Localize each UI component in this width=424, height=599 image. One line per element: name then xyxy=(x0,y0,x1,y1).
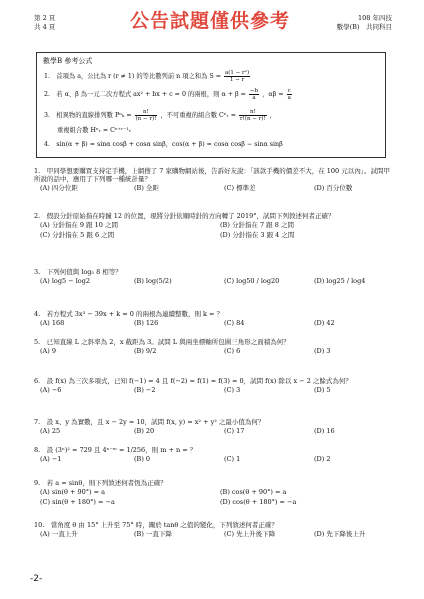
option-c[interactable]: (C) 先上升後下降 xyxy=(224,530,276,538)
subject-label: 數學(B) 共同科目 xyxy=(336,23,392,31)
question-5 xyxy=(34,338,394,361)
formula-2-mid: ，αβ = xyxy=(262,91,284,98)
option-d[interactable]: (D) 42 xyxy=(314,319,335,327)
question-8 xyxy=(34,446,394,464)
option-d[interactable]: (D) 先下降後上升 xyxy=(314,530,366,538)
fraction-numerator: −b xyxy=(249,88,259,94)
formula-vieta xyxy=(44,88,293,101)
option-d[interactable]: (D) 2 xyxy=(314,455,331,463)
question-4 xyxy=(34,310,394,328)
option-c[interactable]: (C) 標準差 xyxy=(224,184,256,192)
option-a[interactable]: (A) log5 − log2 xyxy=(40,277,90,285)
option-b[interactable]: (B) 0 xyxy=(134,455,151,463)
option-d[interactable]: (D) 16 xyxy=(314,427,335,435)
option-d[interactable]: (D) cos(θ + 180°) = −a xyxy=(220,498,297,506)
formula-3-fraction-perm xyxy=(135,109,158,122)
formula-2-fraction-sum xyxy=(249,88,259,101)
formula-permutation xyxy=(44,109,276,122)
option-b[interactable]: (B) 全距 xyxy=(134,184,159,192)
question-stem: 4. 若方程式 3x³ − 39x + k = 0 的兩根為連續整數，則 k = ？ xyxy=(34,310,224,318)
question-7 xyxy=(34,418,394,436)
option-a[interactable]: (A) 168 xyxy=(40,319,65,327)
formula-trig-addition: 4. sin(α + β) = sinα cosβ + cosα sinβ，cos(α + β) = cosα cosβ − sinα sinβ xyxy=(44,141,283,148)
option-c[interactable]: (C) 3 xyxy=(224,386,241,394)
formula-3-mid: ，不可重複的組合數 Cⁿᵣ = xyxy=(160,112,237,119)
formula-3-text: 3. 相異物的直線排列數 Pⁿₖ = xyxy=(44,112,132,119)
option-c[interactable]: (C) 17 xyxy=(224,427,245,435)
option-b[interactable]: (B) log(5/2) xyxy=(134,277,172,285)
formula-box-title: 數學B 參考公式 xyxy=(43,57,93,65)
option-b[interactable]: (B) −2 xyxy=(134,386,156,394)
option-b[interactable]: (B) 一直下降 xyxy=(134,530,172,538)
question-2 xyxy=(34,212,394,240)
question-9 xyxy=(34,479,394,507)
option-c[interactable]: (C) log50 / log20 xyxy=(224,277,280,285)
option-d[interactable]: (D) 5 xyxy=(314,386,331,394)
formula-1-text: 1. 首項為 a，公比為 r (r ≠ 1) 的等比數列前 n 項之和為 S = xyxy=(44,73,221,80)
formula-3-tail: ， xyxy=(269,112,276,119)
option-b[interactable]: (B) 20 xyxy=(134,427,155,435)
question-stem: 1. 甲同學想要購買支持定手機，上網搜了 7 家購物網站後，告訴好友說：「該款手機的價差不大，在 100 元以內」。試問甲所說的話中，應用了下列哪一種統計量？ xyxy=(34,167,391,183)
question-stem: 7. 設 x、y 為實數，且 x − 2y = 10，試問 f(x, y) = x² + y² 之最小值為何？ xyxy=(34,418,265,426)
total-pages-label: 共 4 頁 xyxy=(34,23,56,31)
question-10 xyxy=(34,521,394,539)
option-a[interactable]: (A) 9 xyxy=(40,347,56,355)
question-stem: 2. 假設分針原始指在時鐘 12 的位置，現將分針依順時針的方向轉了 2019°，試問下列敘述何者正確？ xyxy=(34,212,335,220)
option-c[interactable]: (C) 1 xyxy=(224,455,241,463)
formula-2-fraction-product xyxy=(287,88,292,101)
option-d[interactable]: (D) 百分位數 xyxy=(314,184,353,192)
option-d[interactable]: (D) 分針指在 3 跟 4 之間 xyxy=(220,231,295,239)
question-6 xyxy=(34,377,394,395)
option-b[interactable]: (B) 126 xyxy=(134,319,159,327)
formula-3-fraction-comb xyxy=(239,109,267,122)
fraction-denominator: a xyxy=(252,95,256,101)
question-stem: 6. 設 f(x) 為三次多項式，已知 f(−1) = 4 且 f(−2) = f(1) = f(3) = 0，試問 f(x) 除以 x − 2 之餘式為何？ xyxy=(34,377,352,385)
fraction-numerator: n! xyxy=(239,109,267,116)
option-a[interactable]: (A) 25 xyxy=(40,427,61,435)
option-c[interactable]: (C) sin(θ + 180°) = −a xyxy=(40,498,115,506)
option-b[interactable]: (B) 9/2 xyxy=(134,347,157,355)
option-d[interactable]: (D) 3 xyxy=(314,347,331,355)
formula-box xyxy=(36,52,386,158)
question-stem: 9. 若 a = sinθ，則下列敘述何者恆為正確？ xyxy=(34,479,167,487)
formula-geometric-sum xyxy=(44,70,251,83)
exam-code: 108 年四技 xyxy=(358,14,392,22)
option-c[interactable]: (C) 6 xyxy=(224,347,241,355)
fraction-denominator: a xyxy=(287,95,291,101)
page-label: 第 2 頁 xyxy=(34,14,56,22)
question-stem: 5. 已知直線 L 之斜率為 2，x 截距為 3。試問 L 與兩坐標軸所包圍三角形之面積為何？ xyxy=(34,338,290,346)
formula-repeated-combination: 重複組合數 Hⁿᵣ = Cⁿ⁺ʳ⁻¹ᵣ xyxy=(57,127,132,134)
question-stem: 10. 當角度 θ 由 15° 上升至 75° 時，關於 tanθ 之值的變化，下列敘述何者正確？ xyxy=(34,521,278,529)
option-b[interactable]: (B) cos(θ + 90°) = a xyxy=(220,488,287,496)
question-3 xyxy=(34,268,394,291)
fraction-numerator: n! xyxy=(135,109,158,116)
option-a[interactable]: (A) −6 xyxy=(40,386,62,394)
fraction-denominator: r!(n − r)! xyxy=(240,116,266,122)
option-a[interactable]: (A) 四分位距 xyxy=(40,184,78,192)
option-d[interactable]: (D) log25 / log4 xyxy=(314,277,366,285)
formula-1-fraction xyxy=(224,70,250,83)
page-number: -2- xyxy=(30,574,43,584)
option-a[interactable]: (A) 分針指在 9 跟 10 之間 xyxy=(40,221,119,229)
option-a[interactable]: (A) 一直上升 xyxy=(40,530,78,538)
fraction-numerator: a(1 − rⁿ) xyxy=(225,70,250,76)
option-a[interactable]: (A) −1 xyxy=(40,455,62,463)
fraction-denominator: 1 − r xyxy=(229,77,245,83)
option-c[interactable]: (C) 分針指在 5 跟 6 之間 xyxy=(40,231,115,239)
watermark-stamp: 公告試題僅供參考 xyxy=(129,10,290,32)
fraction-numerator: c xyxy=(287,88,291,94)
option-a[interactable]: (A) sin(θ + 90°) = a xyxy=(40,488,105,496)
question-1 xyxy=(34,167,394,193)
fraction-denominator: (n − r)! xyxy=(135,116,157,122)
option-b[interactable]: (B) 分針指在 7 跟 8 之間 xyxy=(220,221,294,229)
question-stem: 8. 設 (3ⁿ)² = 729 且 4ⁿ⁻ᵐ = 1/256，則 m + n = ？ xyxy=(34,446,197,454)
option-c[interactable]: (C) 84 xyxy=(224,319,245,327)
formula-2-text: 2. 若 α、β 為一元二次方程式 ax² + bx + c = 0 的兩根，則 α + β = xyxy=(44,91,246,98)
question-stem: 3. 下列何值與 log₅ 8 相等？ xyxy=(34,268,122,276)
